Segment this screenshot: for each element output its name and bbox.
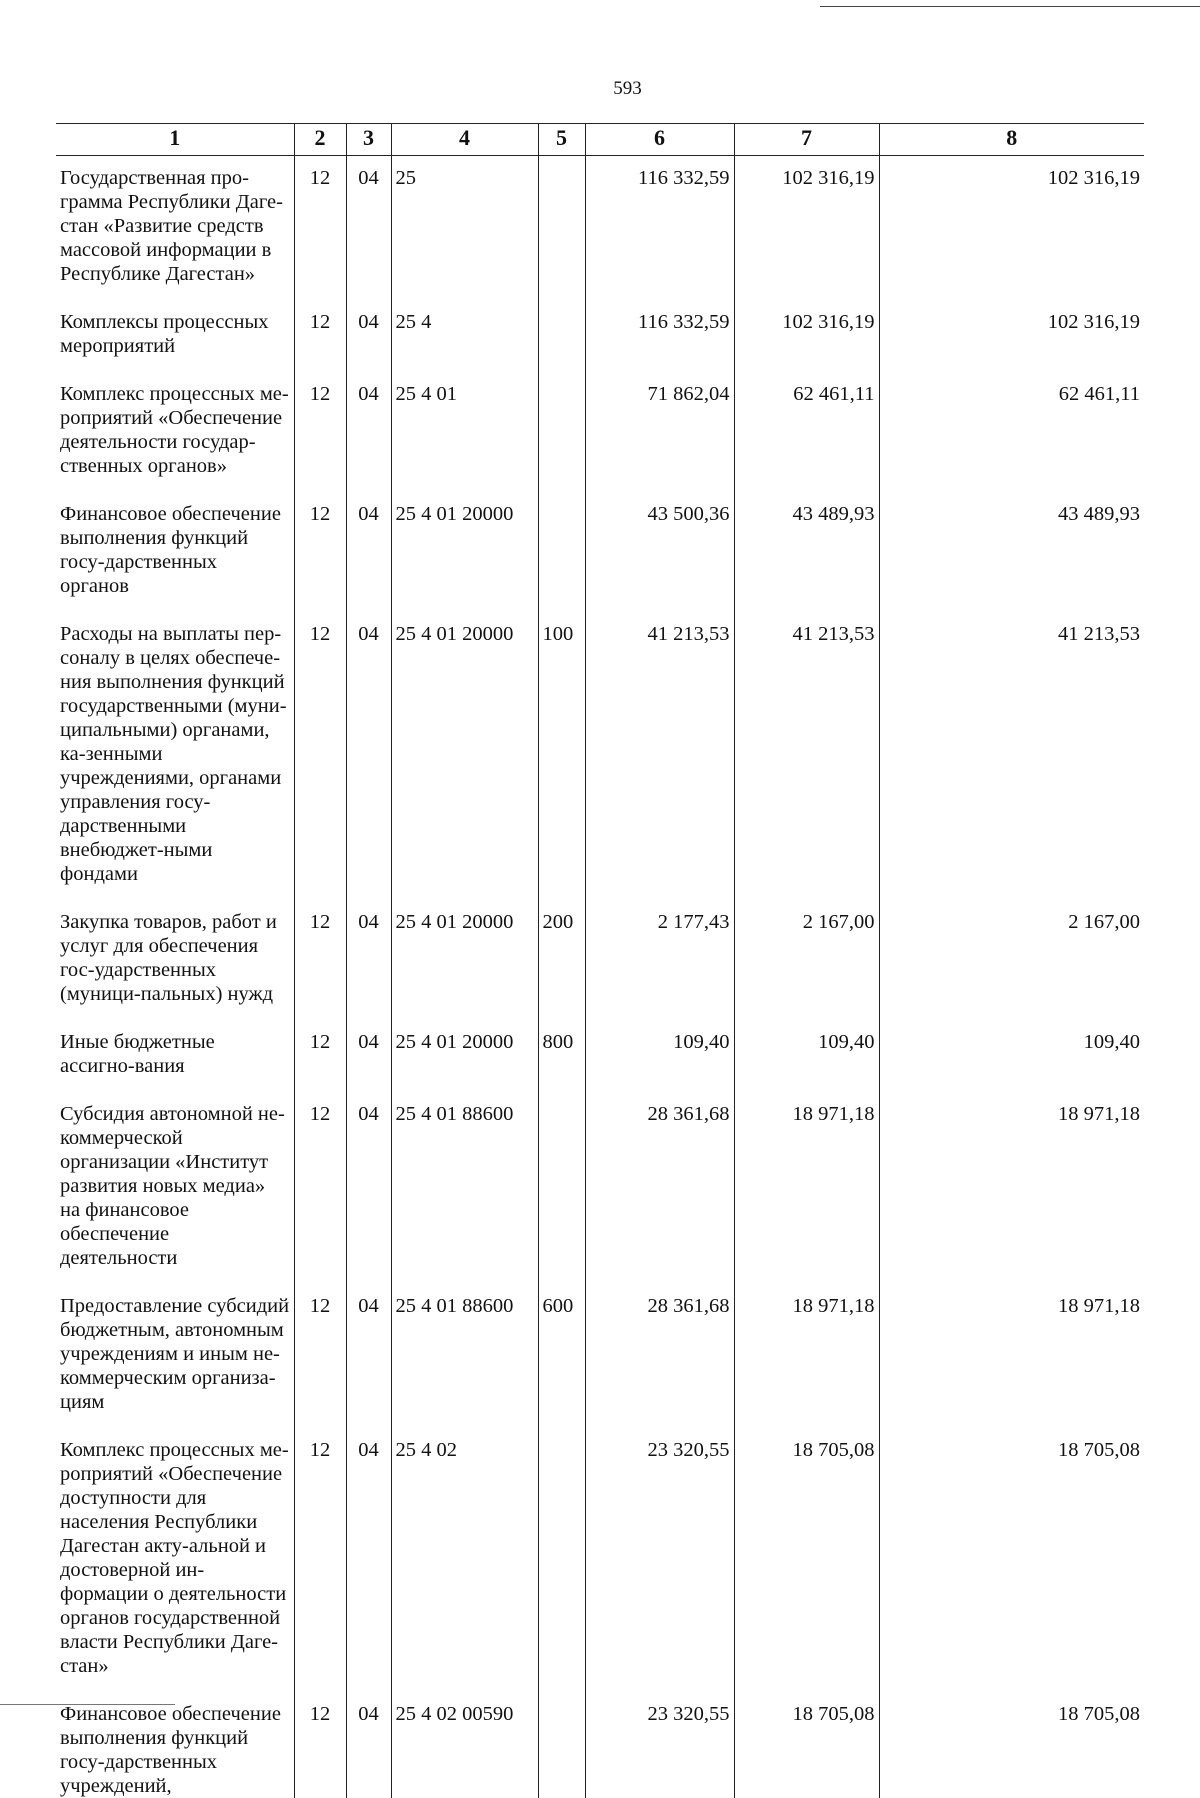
amount-col7-cell: 2 167,00 [734,900,879,1020]
table-row [56,1692,1144,1798]
section-cell: 12 [294,612,346,900]
expense-type-cell [538,300,585,372]
amount-col6-cell: 28 361,68 [585,1284,734,1428]
expense-type-cell: 600 [538,1284,585,1428]
row-name-cell: Закупка товаров, работ и услуг для обеспечения гос-ударственных (муници-пальных) нужд [56,900,294,1020]
amount-col6-cell: 116 332,59 [585,156,734,301]
column-header: 1 [56,124,294,156]
amount-col7-cell: 41 213,53 [734,612,879,900]
table-row [56,1428,1144,1692]
table-row [56,1020,1144,1092]
amount-col7-cell: 43 489,93 [734,492,879,612]
amount-col8-cell: 2 167,00 [879,900,1144,1020]
amount-col6-cell: 109,40 [585,1020,734,1092]
subsection-cell: 04 [346,612,391,900]
section-cell: 12 [294,1092,346,1284]
column-header: 5 [538,124,585,156]
amount-col8-cell: 18 705,08 [879,1692,1144,1798]
amount-col6-cell: 2 177,43 [585,900,734,1020]
section-cell: 12 [294,492,346,612]
expense-type-cell [538,372,585,492]
expense-type-cell [538,492,585,612]
table-row [56,612,1144,900]
subsection-cell: 04 [346,372,391,492]
target-code-cell: 25 4 01 20000 [391,1020,538,1092]
amount-col6-cell: 23 320,55 [585,1428,734,1692]
scan-bottom-line [0,1704,175,1705]
table-row [56,372,1144,492]
section-cell: 12 [294,372,346,492]
table-row [56,300,1144,372]
section-cell: 12 [294,1692,346,1798]
subsection-cell: 04 [346,156,391,301]
amount-col8-cell: 102 316,19 [879,156,1144,301]
amount-col8-cell: 109,40 [879,1020,1144,1092]
expense-type-cell [538,1428,585,1692]
amount-col7-cell: 18 705,08 [734,1692,879,1798]
amount-col6-cell: 116 332,59 [585,300,734,372]
budget-table [56,123,1144,1798]
section-cell: 12 [294,300,346,372]
amount-col7-cell: 102 316,19 [734,156,879,301]
row-name-cell: Комплексы процессных мероприятий [56,300,294,372]
section-cell: 12 [294,900,346,1020]
section-cell: 12 [294,1020,346,1092]
table-row [56,492,1144,612]
section-cell: 12 [294,1284,346,1428]
target-code-cell: 25 4 01 88600 [391,1284,538,1428]
column-header: 8 [879,124,1144,156]
column-header: 3 [346,124,391,156]
table-row [56,1092,1144,1284]
expense-type-cell: 800 [538,1020,585,1092]
target-code-cell: 25 4 [391,300,538,372]
expense-type-cell: 200 [538,900,585,1020]
amount-col8-cell: 18 971,18 [879,1284,1144,1428]
section-cell: 12 [294,156,346,301]
amount-col8-cell: 102 316,19 [879,300,1144,372]
subsection-cell: 04 [346,492,391,612]
table-row [56,900,1144,1020]
row-name-cell: Иные бюджетные ассигно-вания [56,1020,294,1092]
amount-col7-cell: 62 461,11 [734,372,879,492]
table-row [56,156,1144,301]
page-number: 593 [613,78,642,99]
expense-type-cell [538,1092,585,1284]
row-name-cell: Государственная про-грамма Республики Даге-стан «Развитие средств массовой информации в Республике Дагестан» [56,156,294,301]
column-header: 7 [734,124,879,156]
row-name-cell: Предоставление субсидий бюджетным, автономным учреждениям и иным не-коммерческим организа-циям [56,1284,294,1428]
target-code-cell: 25 4 01 [391,372,538,492]
target-code-cell: 25 [391,156,538,301]
amount-col8-cell: 18 971,18 [879,1092,1144,1284]
column-header: 2 [294,124,346,156]
target-code-cell: 25 4 01 88600 [391,1092,538,1284]
expense-type-cell [538,156,585,301]
column-header: 6 [585,124,734,156]
amount-col6-cell: 28 361,68 [585,1092,734,1284]
expense-type-cell [538,1692,585,1798]
table-row [56,1284,1144,1428]
target-code-cell: 25 4 02 [391,1428,538,1692]
header-row [56,124,1144,156]
scan-top-line [820,6,1200,7]
amount-col6-cell: 71 862,04 [585,372,734,492]
amount-col6-cell: 43 500,36 [585,492,734,612]
row-name-cell: Комплекс процессных ме-роприятий «Обеспечение деятельности государ-ственных органов» [56,372,294,492]
amount-col7-cell: 18 971,18 [734,1092,879,1284]
expense-type-cell: 100 [538,612,585,900]
subsection-cell: 04 [346,1428,391,1692]
subsection-cell: 04 [346,300,391,372]
subsection-cell: 04 [346,1020,391,1092]
subsection-cell: 04 [346,1092,391,1284]
target-code-cell: 25 4 01 20000 [391,612,538,900]
amount-col8-cell: 41 213,53 [879,612,1144,900]
target-code-cell: 25 4 02 00590 [391,1692,538,1798]
target-code-cell: 25 4 01 20000 [391,900,538,1020]
row-name-cell: Субсидия автономной не-коммерческой организации «Институт развития новых медиа» на финансовое обеспечение деятельности [56,1092,294,1284]
amount-col6-cell: 23 320,55 [585,1692,734,1798]
row-name-cell: Расходы на выплаты пер-соналу в целях обеспече-ния выполнения функций государственными (муни-ципальными) органами, ка-зенными учреждениями, органами управления госу-дарственными внебюджет-ными фондами [56,612,294,900]
row-name-cell: Финансовое обеспечение выполнения функций госу-дарственных органов [56,492,294,612]
amount-col8-cell: 43 489,93 [879,492,1144,612]
section-cell: 12 [294,1428,346,1692]
row-name-cell: Комплекс процессных ме-роприятий «Обеспечение доступности для населения Республики Дагестан акту-альной и достоверной ин-формации о деятельности органов государственной власти Республики Даге-стан» [56,1428,294,1692]
target-code-cell: 25 4 01 20000 [391,492,538,612]
amount-col8-cell: 18 705,08 [879,1428,1144,1692]
amount-col7-cell: 102 316,19 [734,300,879,372]
amount-col8-cell: 62 461,11 [879,372,1144,492]
subsection-cell: 04 [346,1692,391,1798]
amount-col7-cell: 18 971,18 [734,1284,879,1428]
amount-col7-cell: 18 705,08 [734,1428,879,1692]
subsection-cell: 04 [346,900,391,1020]
row-name-cell: Финансовое обеспечение выполнения функций госу-дарственных учреждений, [56,1692,294,1798]
column-header: 4 [391,124,538,156]
amount-col7-cell: 109,40 [734,1020,879,1092]
amount-col6-cell: 41 213,53 [585,612,734,900]
subsection-cell: 04 [346,1284,391,1428]
